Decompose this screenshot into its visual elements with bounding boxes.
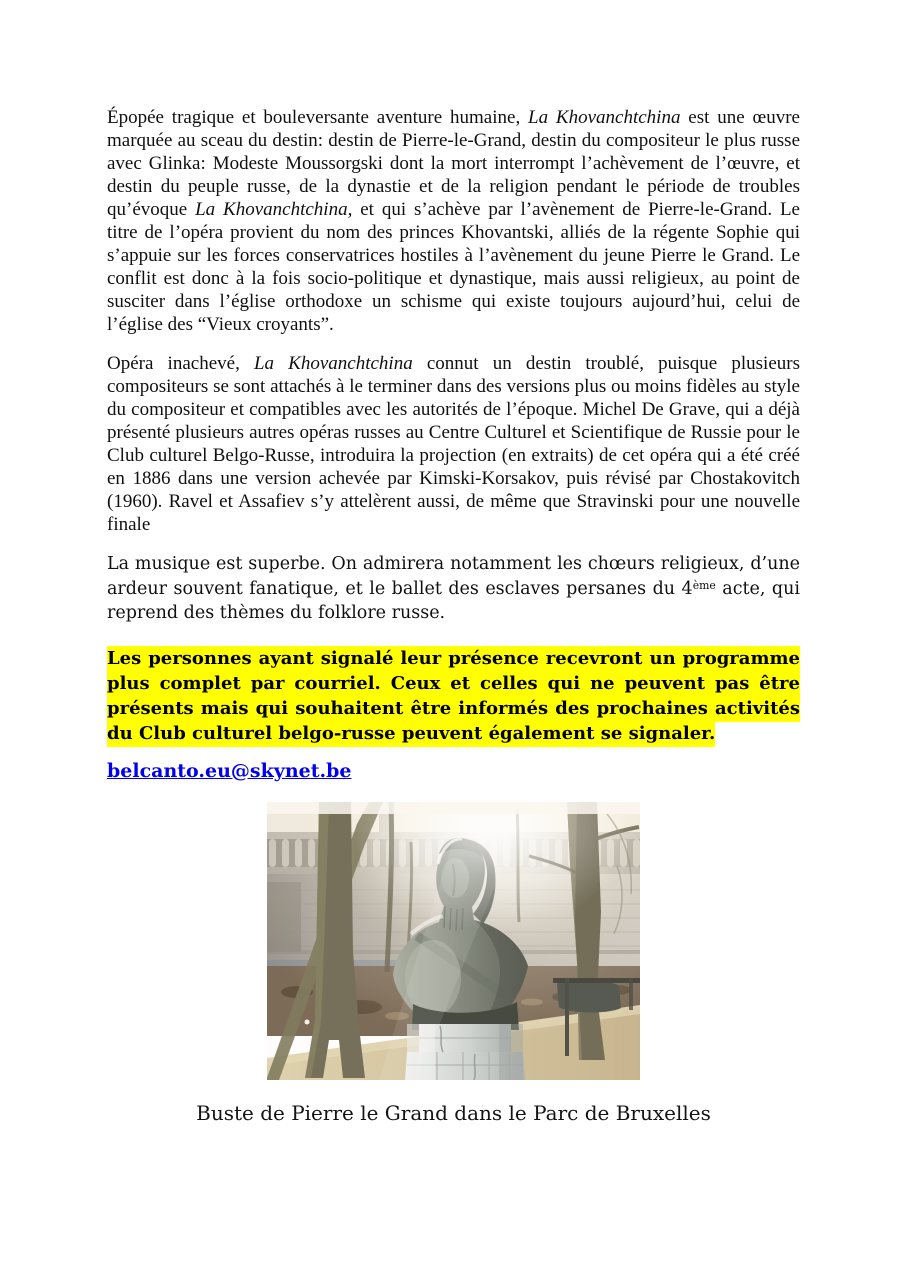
opera-title-italic: La Khovanchtchina: [253, 353, 413, 374]
text-run: acte, qui reprend des thèmes du folklore russe.: [107, 578, 801, 623]
paragraph-opera-inacheve: [107, 352, 800, 536]
opera-title-italic: La Khovanchtchina: [528, 107, 681, 128]
photo-caption: Buste de Pierre le Grand dans le Parc de Bruxelles: [196, 1100, 711, 1125]
text-run: Épopée tragique et bouleversante aventure humaine,: [107, 107, 529, 128]
text-run: connut un destin troublé, puisque plusieurs compositeurs se sont attachés à le terminer dans des versions plus ou moins fidèles au style du compositeur et compatibles avec les autorités de l’époque. Michel De Grave, qui a déjà présenté plusieurs autres opéras russes au Centre Culturel et Scientifique de Russie pour le Club culturel Belgo-Russe, introduira la projection (en extraits) de cet opéra qui a été créé en 1886 dans une version achevée par Kimski-Korsakov, puis révisé par Chostakovitch (1960). Ravel et Assafiev s’y attelèrent aussi, de même que Stravinski pour une nouvelle finale: [107, 353, 800, 535]
opera-title-italic: La Khovanchtchina,: [195, 199, 353, 220]
text-run: et qui s’achève par l’avènement de Pierre-le-Grand. Le titre de l’opéra provient du nom des princes Khovantski, alliés de la régente Sophie qui s’appuie sur les forces conservatrices hostiles à l’avènement du jeune Pierre le Grand. Le conflit est donc à la fois socio-politique et dynastique, mais aussi religieux, au point de susciter dans l’église orthodoxe un schisme qui existe toujours aujourd’hui, celui de l’église des “Vieux croyants”.: [107, 199, 800, 335]
ordinal-superscript: ème: [692, 578, 716, 592]
text-run: est une œuvre marquée au sceau du destin: destin de Pierre-le-Grand, destin du compositeur le plus russe avec Glinka: Modeste Moussorgski dont la mort interrompt l’achèvement de l’œuvre, et destin du peuple russe, de la dynastie et de la religion pendant le période de troubles qu’évoque: [107, 107, 800, 220]
bust-photo: [267, 802, 640, 1080]
paragraph-email: [107, 759, 800, 784]
figure-bust: [0, 802, 907, 1125]
highlighted-notice: Les personnes ayant signalé leur présence recevront un programme plus complet par courriel. Ceux et celles qui ne peuvent pas être présents mais qui souhaitent être informés des prochaines activités du Club culturel belgo-russe peuvent également se signaler.: [107, 646, 800, 747]
text-run: La musique est superbe. On admirera notamment les chœurs religieux, d’une ardeur souvent fanatique, et le ballet des esclaves persanes du 4: [107, 554, 800, 599]
paragraph-la-musique: [107, 552, 800, 626]
email-link[interactable]: belcanto.eu@skynet.be: [107, 759, 352, 782]
text-run: Opéra inachevé,: [107, 353, 254, 374]
paragraph-epopee: [107, 106, 800, 336]
paragraph-notice: [107, 646, 800, 746]
